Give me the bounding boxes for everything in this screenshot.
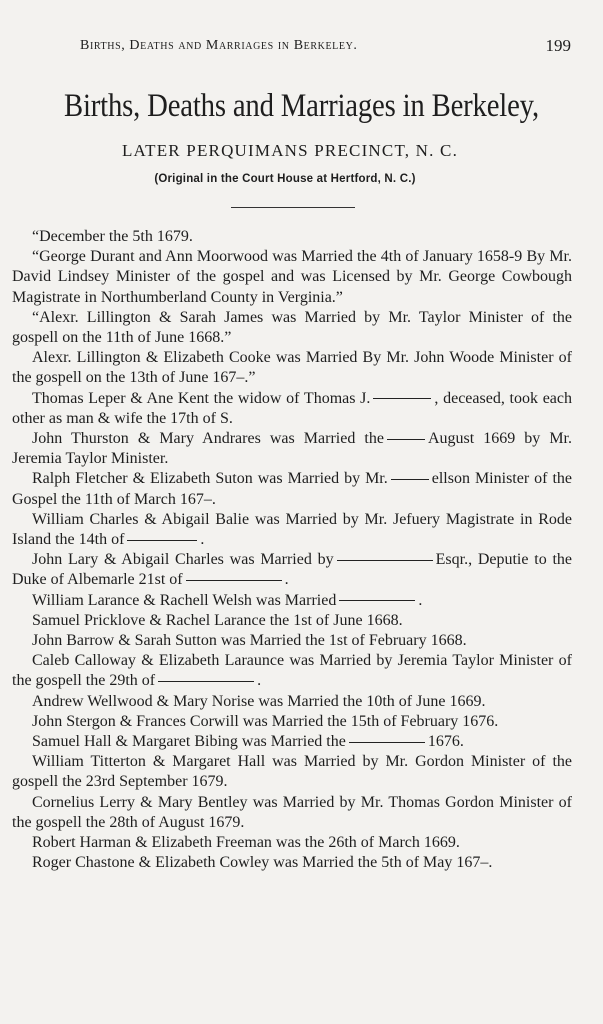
blank-line (186, 580, 282, 581)
entry-text: John Stergon & Frances Corwill was Married the 15th of February 1676. (32, 712, 499, 730)
record-entries (12, 227, 572, 874)
entry-text: “Alexr. Lillington & Sarah James was Married by Mr. Taylor Minister of the gospell on the 11th of June 1668.” (12, 308, 572, 347)
entry-text: Robert Harman & Elizabeth Freeman was the 26th of March 1669. (32, 834, 460, 852)
entry-text: William Titterton & Margaret Hall was Married by Mr. Gordon Minister of the gospell the 23rd September 1679. (12, 753, 572, 791)
entry-text: Caleb Calloway & Elizabeth Laraunce was Married by Jeremia Taylor Minister of the gospell the 29th of (12, 652, 572, 690)
entry-text: Alexr. Lillington & Elizabeth Cooke was Married By Mr. John Woode Minister of the gospell on the 13th of June 167–.” (12, 349, 572, 387)
record-entry (12, 429, 572, 469)
blank-line (387, 439, 425, 440)
entry-text: Cornelius Lerry & Mary Bentley was Married by Mr. Thomas Gordon Minister of the gospell the 28th of August 1679. (12, 793, 572, 831)
entry-text: William Larance & Rachell Welsh was Married (32, 591, 337, 609)
entry-text: John Thurston & Mary Andrares was Married the (32, 430, 384, 448)
record-entry (12, 611, 572, 631)
entry-text: William Charles & Abigail Balie was Married by Mr. Jefuery Magistrate in Rode Island the 14th of (12, 510, 572, 549)
record-entry (12, 712, 572, 732)
record-entry (12, 793, 572, 833)
record-entry (12, 631, 572, 651)
page-subtitle: LATER PERQUIMANS PRECINCT, N. C. (121, 141, 459, 160)
entry-text: John Barrow & Sarah Sutton was Married the 1st of February 1668. (32, 632, 467, 650)
blank-line (158, 681, 254, 682)
record-entry (12, 308, 572, 348)
entry-text: Andrew Wellwood & Mary Norise was Married the 10th of June 1669. (32, 692, 486, 710)
entry-text: Ralph Fletcher & Elizabeth Suton was Married by Mr. (32, 470, 388, 488)
record-entry (12, 692, 572, 712)
entry-text: Thomas Leper & Ane Kent the widow of Thomas J. (32, 389, 371, 407)
blank-line (339, 600, 415, 601)
blank-line (373, 398, 431, 399)
record-entry (12, 247, 572, 308)
record-entry (12, 348, 572, 388)
source-note: (Original in the Court House at Hertford, N. C.) (154, 173, 416, 185)
record-entry (12, 651, 572, 691)
entry-text: 1676. (427, 733, 464, 751)
entry-text: John Lary & Abigail Charles was Married by (32, 551, 334, 569)
page-number: 199 (545, 36, 571, 55)
entry-text: . (200, 531, 205, 549)
entry-text: , deceased, took each other as man & wife the 17th of S. (12, 389, 572, 427)
record-entry (12, 833, 572, 853)
page-title: Births, Deaths and Marriages in Berkeley, (64, 88, 539, 124)
record-entry (12, 550, 572, 590)
entry-text: August 1669 by Mr. Jeremia Taylor Minister. (12, 430, 573, 468)
entry-text: “George Durant and Ann Moorwood was Married the 4th of January 1658-9 By Mr. David Lindsey Minister of the gospel and was Licensed by Mr. George Cowbough Magistrate in Northumberland County in Verginia.” (12, 248, 572, 306)
blank-line (391, 479, 429, 480)
entry-text: . (284, 571, 289, 589)
running-title: Births, Deaths and Marriages in Berkeley. (80, 38, 358, 53)
record-entry (12, 469, 572, 509)
record-entry (12, 853, 572, 873)
entry-text: . (257, 672, 262, 690)
record-entry (12, 591, 572, 611)
record-entry (12, 510, 572, 550)
blank-line (337, 560, 433, 561)
running-header (80, 38, 573, 54)
entry-text: ellson Minister of the Gospel the 11th of March 167–. (12, 470, 572, 508)
entry-text: “December the 5th 1679. (32, 228, 193, 245)
entry-text: Esqr., Deputie to the Duke of Albemarle 21st of (12, 551, 572, 589)
entry-text: Samuel Hall & Margaret Bibing was Married the (32, 733, 346, 751)
entry-text: Samuel Pricklove & Rachel Larance the 1st of June 1668. (32, 611, 403, 629)
blank-line (127, 540, 197, 541)
record-entry (12, 752, 572, 792)
entry-text: Roger Chastone & Elizabeth Cowley was Married the 5th of May 167–. (32, 854, 493, 872)
entry-text: . (418, 591, 423, 609)
record-entry (12, 732, 572, 752)
section-divider (231, 207, 355, 208)
record-entry (12, 389, 572, 429)
blank-line (349, 742, 425, 743)
record-entry (12, 227, 572, 247)
